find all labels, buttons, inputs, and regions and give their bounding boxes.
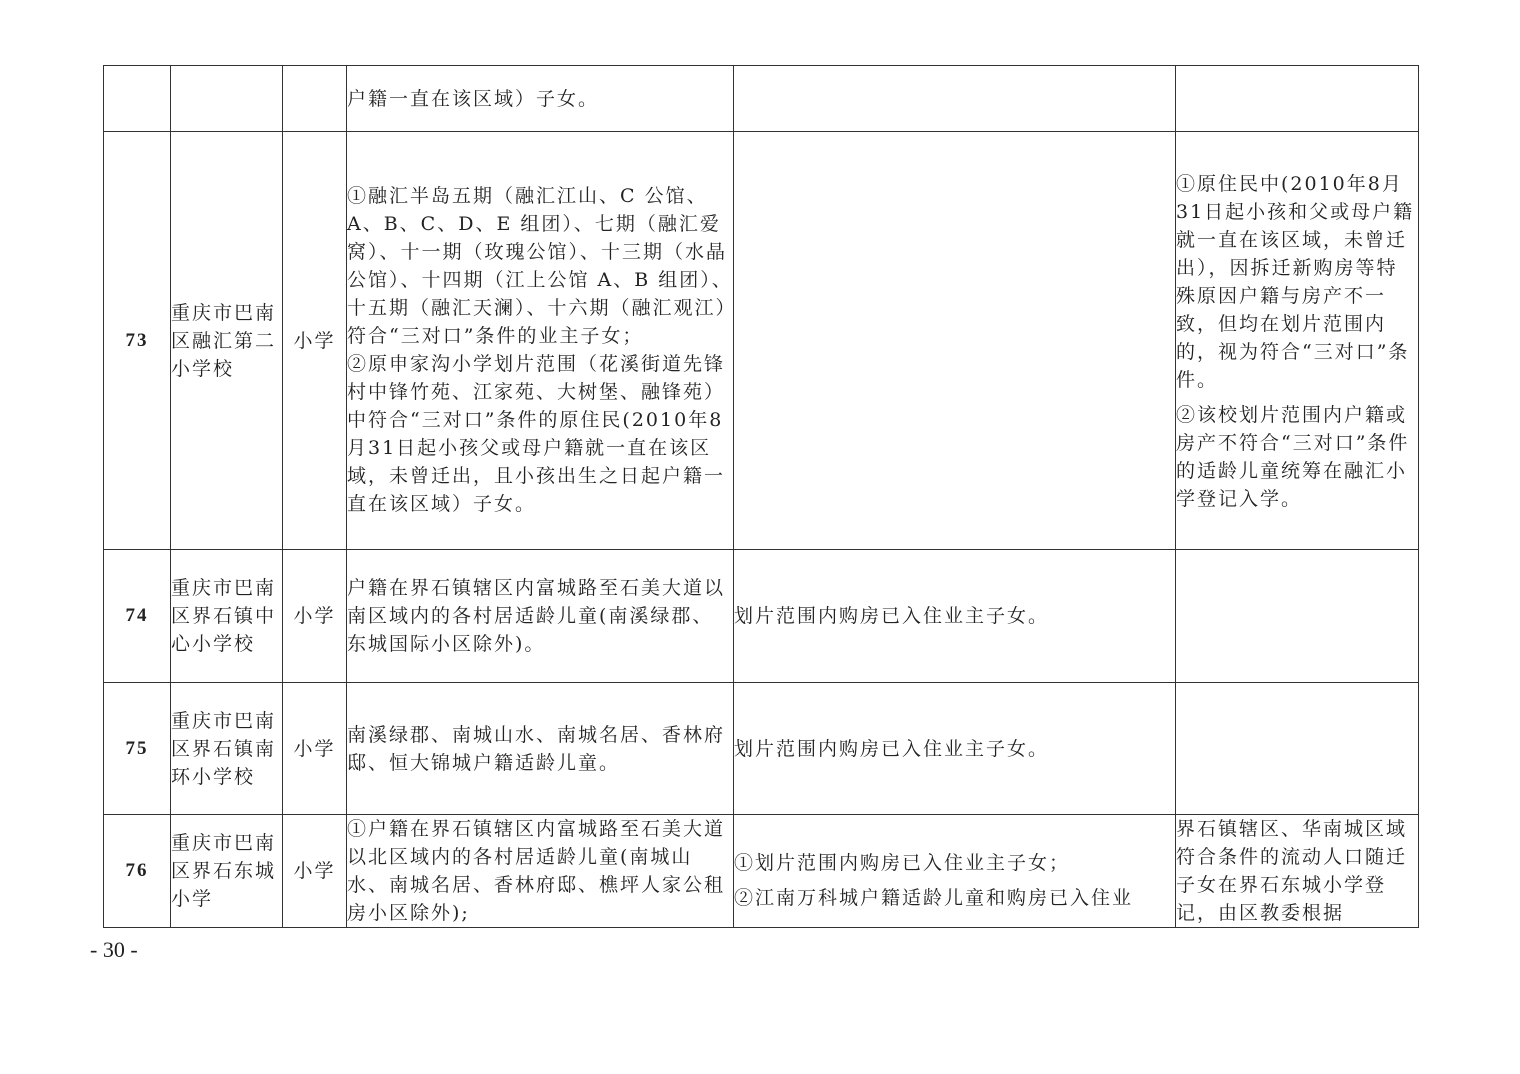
extra-text: ②江南万科城户籍适龄儿童和购房已入住业 xyxy=(734,886,1134,909)
extra-cell xyxy=(734,132,1176,550)
school-name: 重庆市巴南区界石镇南环小学校 xyxy=(171,683,283,815)
zone-text: ②原申家沟小学划片范围（花溪街道先锋村中锋竹苑、江家苑、大树堡、融锋苑）中符合“三对口”条件的原住民(2010年8月31日起小孩父或母户籍就一直在该区域，未曾迁出，且小孩出生之日起户籍一直在该区域）子女。 xyxy=(347,352,726,515)
row-number: 73 xyxy=(104,132,171,550)
extra-cell xyxy=(734,683,1176,815)
school-level: 小学 xyxy=(283,683,347,815)
school-name: 重庆市巴南区界石镇中心小学校 xyxy=(171,550,283,683)
note-cell xyxy=(1176,683,1419,815)
school-level: 小学 xyxy=(283,815,347,928)
school-name: 重庆市巴南区融汇第二小学校 xyxy=(171,132,283,550)
zone-cell xyxy=(347,815,734,928)
note-cell xyxy=(1176,66,1419,132)
school-level: 小学 xyxy=(283,550,347,683)
zone-text: 南溪绿郡、南城山水、南城名居、香林府邸、恒大锦城户籍适龄儿童。 xyxy=(347,723,726,774)
row-number: 76 xyxy=(104,815,171,928)
row-number xyxy=(104,66,171,132)
extra-text: 划片范围内购房已入住业主子女。 xyxy=(734,605,1050,627)
extra-cell xyxy=(734,815,1176,928)
school-level xyxy=(283,66,347,132)
zone-cell xyxy=(347,683,734,815)
school-name: 重庆市巴南区界石东城小学 xyxy=(171,815,283,928)
extra-text: 划片范围内购房已入住业主子女。 xyxy=(734,737,1050,760)
extra-text: ①划片范围内购房已入住业主子女； xyxy=(734,851,1071,874)
zone-text: ①户籍在界石镇辖区内富城路至石美大道以北区域内的各村居适龄儿童(南城山水、南城名居、香林府邸、樵坪人家公租房小区除外); xyxy=(347,818,726,924)
zone-cell xyxy=(347,550,734,683)
note-cell xyxy=(1176,550,1419,683)
note-text: ①原住民中(2010年8月31日起小孩和父或母户籍就一直在该区域，未曾迁出），因拆迁新购房等特殊原因户籍与房产不一致，但均在划片范围内的，视为符合“三对口”条件。 xyxy=(1176,172,1415,391)
zone-cell xyxy=(347,132,734,550)
extra-cell xyxy=(734,66,1176,132)
enrollment-table xyxy=(103,65,1419,928)
zone-text: 户籍一直在该区域）子女。 xyxy=(347,87,600,110)
table-row-75 xyxy=(104,683,1419,815)
school-name xyxy=(171,66,283,132)
school-level: 小学 xyxy=(283,132,347,550)
note-cell xyxy=(1176,132,1419,550)
table-row-76 xyxy=(104,815,1419,928)
row-number: 74 xyxy=(104,550,171,683)
table-row-continuation xyxy=(104,66,1419,132)
zone-text: ①融汇半岛五期（融汇江山、C 公馆、A、B、C、D、E 组团）、七期（融汇爱窝）、十一期（玫瑰公馆）、十三期（水晶公馆）、十四期（江上公馆 A、B 组团）、十五期（融汇天澜）、十六期（融汇观江）符合“三对口”条件的业主子女； xyxy=(347,184,733,347)
extra-cell xyxy=(734,550,1176,683)
note-text: ②该校划片范围内户籍或房产不符合“三对口”条件的适龄儿童统筹在融汇小学登记入学。 xyxy=(1176,403,1410,510)
row-number: 75 xyxy=(104,683,171,815)
zone-text: 户籍在界石镇辖区内富城路至石美大道以南区域内的各村居适龄儿童(南溪绿郡、东城国际小区除外)。 xyxy=(347,577,726,655)
table-row-74 xyxy=(104,550,1419,683)
table-row-73 xyxy=(104,132,1419,550)
note-cell xyxy=(1176,815,1419,928)
zone-cell xyxy=(347,66,734,132)
page-number: - 30 - xyxy=(90,937,138,962)
note-text: 界石镇辖区、华南城区域符合条件的流动人口随迁子女在界石东城小学登记，由区教委根据 xyxy=(1176,818,1408,924)
